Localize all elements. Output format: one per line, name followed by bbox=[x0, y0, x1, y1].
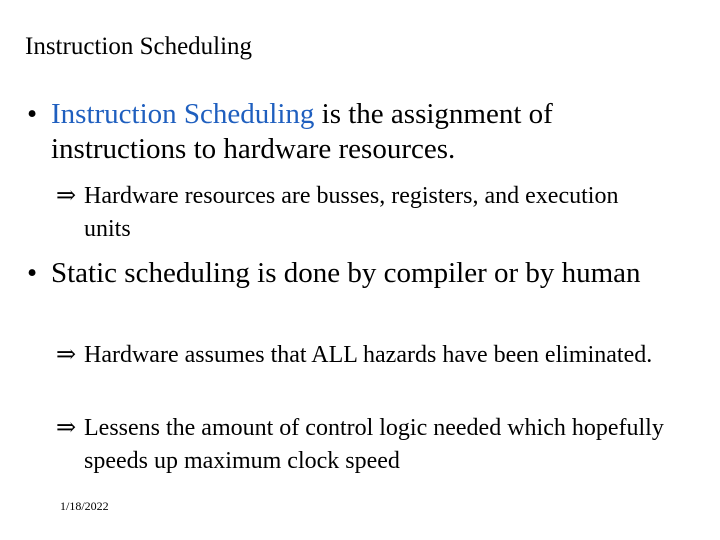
implies-arrow-icon: ⇒ bbox=[56, 415, 77, 441]
bullet-item-1 bbox=[27, 97, 677, 167]
sub-bullet-2-1 bbox=[56, 339, 666, 372]
bullet-item-2 bbox=[27, 256, 677, 291]
slide-title: Instruction Scheduling bbox=[25, 33, 253, 60]
bullet-icon: • bbox=[27, 98, 38, 130]
sub-bullet-text: Lessens the amount of control logic needed which hopefully speeds up maximum clock speed bbox=[84, 415, 664, 474]
bullet-text: Static scheduling is done by compiler or by human bbox=[51, 257, 641, 289]
bullet-text bbox=[51, 97, 677, 167]
implies-arrow-icon: ⇒ bbox=[56, 342, 77, 368]
bullet-icon: • bbox=[27, 257, 38, 289]
bullet-text-rest: is the assignment of instructions to hardware resources. bbox=[51, 98, 553, 165]
sub-bullet-text: Hardware resources are busses, registers, and execution units bbox=[84, 183, 619, 242]
sub-bullet-2-2 bbox=[56, 412, 666, 478]
highlighted-term: Instruction Scheduling bbox=[51, 98, 315, 130]
sub-bullet-1-1 bbox=[56, 180, 666, 246]
footer-date: 1/18/2022 bbox=[60, 499, 109, 513]
implies-arrow-icon: ⇒ bbox=[56, 183, 77, 209]
sub-bullet-text: Hardware assumes that ALL hazards have been eliminated. bbox=[84, 342, 653, 368]
